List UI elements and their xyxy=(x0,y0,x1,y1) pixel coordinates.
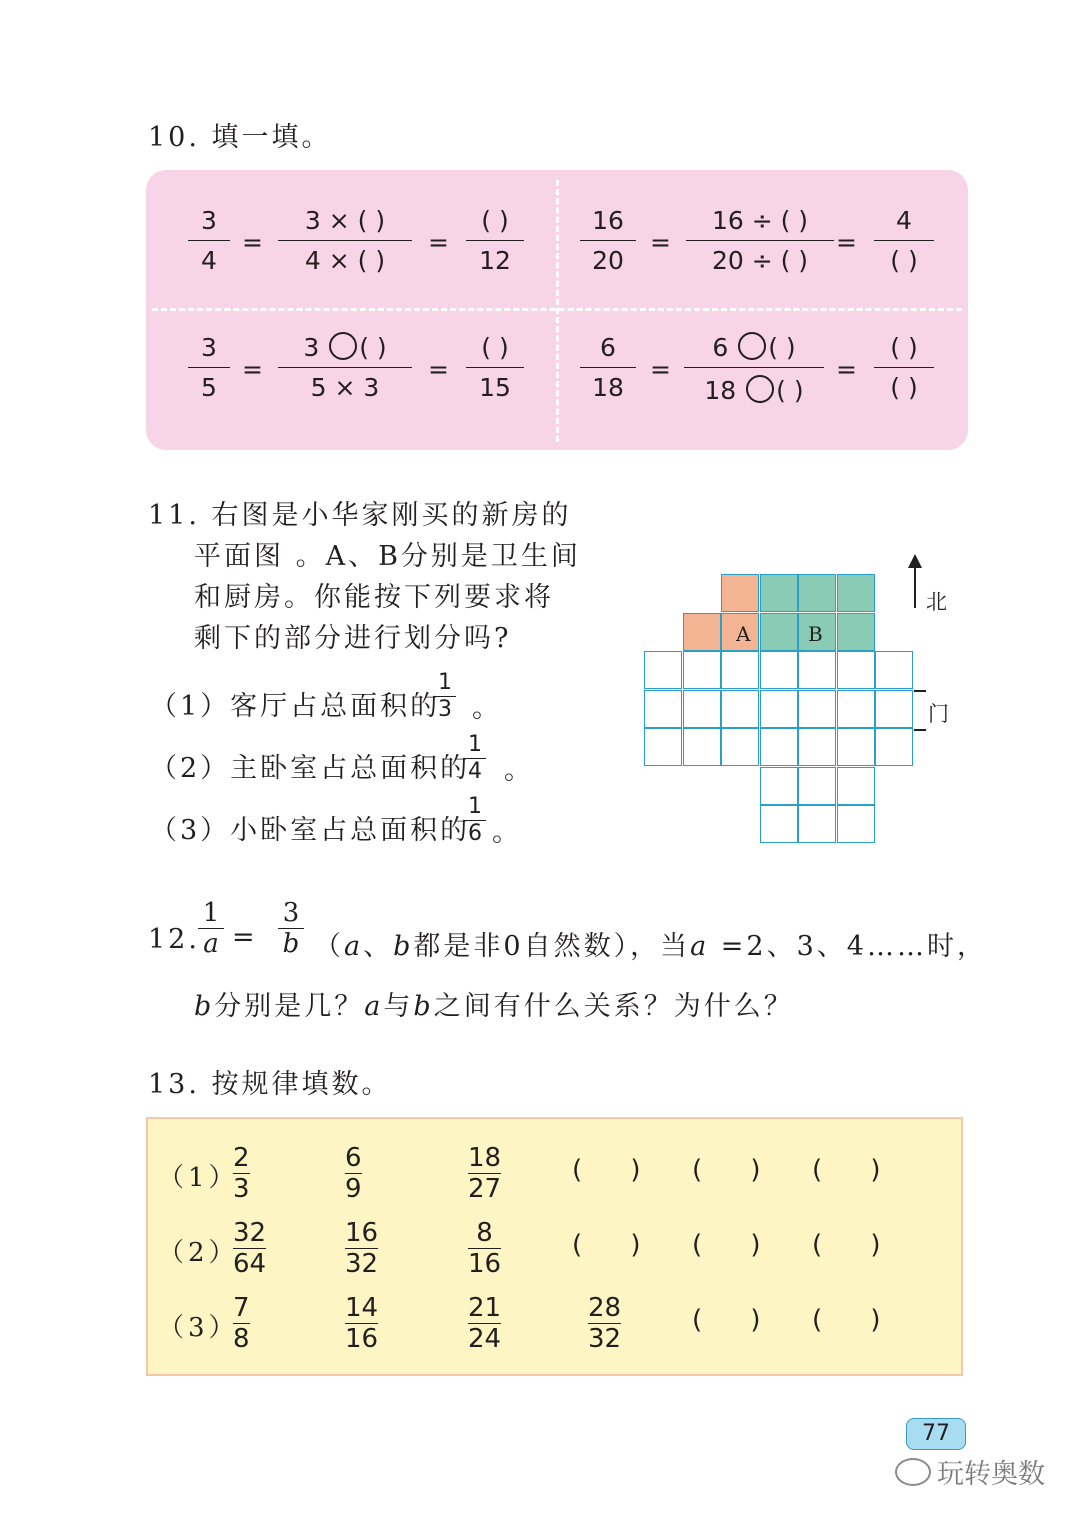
divider-horizontal xyxy=(152,308,962,311)
q11-line-1: 11. 右图是小华家刚买的新房的 xyxy=(148,500,572,531)
operator-circle[interactable] xyxy=(746,375,774,403)
floor-plan-grid xyxy=(640,572,920,852)
fill-in-box xyxy=(146,170,968,450)
wechat-icon xyxy=(895,1458,931,1486)
fraction: 1 3 xyxy=(434,672,456,721)
door-marker xyxy=(914,729,926,731)
kitchen-cell xyxy=(837,613,875,651)
grid-cell xyxy=(837,767,875,805)
grid-cell xyxy=(644,651,682,689)
answer-blank[interactable]: ( ) xyxy=(692,1305,781,1335)
q12-line-1: 12. 1 a = 3 b （a、b都是非0自然数），当a =2、3、4……时， xyxy=(148,898,987,962)
grid-cell xyxy=(837,651,875,689)
grid-cell xyxy=(875,690,913,728)
fraction: 3 5 xyxy=(188,335,230,400)
fraction: 16 20 xyxy=(580,208,636,273)
grid-cell xyxy=(644,690,682,728)
answer-blank[interactable]: ( ) xyxy=(692,1155,781,1185)
grid-cell xyxy=(837,728,875,766)
answer-blank[interactable]: ( ) xyxy=(812,1155,901,1185)
answer-blank[interactable]: ( ) xyxy=(812,1305,901,1335)
sequence-fraction: 32 64 xyxy=(233,1218,267,1279)
sequence-fraction: 21 24 xyxy=(468,1293,502,1354)
north-arrowhead-icon xyxy=(908,554,922,568)
grid-cell xyxy=(683,651,721,689)
kitchen-cell xyxy=(837,574,875,612)
room-b-label: B xyxy=(808,622,823,646)
watermark: 玩转奥数 xyxy=(895,1452,1045,1491)
grid-cell xyxy=(683,728,721,766)
grid-cell xyxy=(798,651,836,689)
row-label: （3） xyxy=(158,1313,239,1343)
grid-cell xyxy=(875,651,913,689)
answer-blank[interactable]: ( ) xyxy=(572,1230,661,1260)
kitchen-cell xyxy=(798,574,836,612)
bathroom-cell xyxy=(683,613,721,651)
equals-sign: = xyxy=(242,355,263,384)
grid-cell xyxy=(760,767,798,805)
north-label: 北 xyxy=(926,590,950,614)
fraction[interactable]: 3 × ( ) 4 × ( ) xyxy=(278,208,412,273)
grid-cell xyxy=(721,651,759,689)
sequence-fraction: 7 8 xyxy=(233,1293,250,1354)
fraction: 6 18 xyxy=(580,335,636,400)
fraction[interactable]: ( ) ( ) xyxy=(874,335,934,400)
grid-cell xyxy=(760,805,798,843)
q11-line-2: 平面图 。A、B分别是卫生间 xyxy=(194,541,581,572)
fraction: 3 4 xyxy=(188,208,230,273)
door-label: 门 xyxy=(928,702,952,726)
sequence-fraction: 16 32 xyxy=(345,1218,379,1279)
answer-blank[interactable]: ( ) xyxy=(572,1155,661,1185)
sequence-fraction: 14 16 xyxy=(345,1293,379,1354)
door-marker xyxy=(914,690,926,692)
bathroom-cell xyxy=(721,574,759,612)
room-a-label: A xyxy=(736,622,751,646)
q10-title: 10. 填一填。 xyxy=(148,122,332,153)
fraction[interactable]: 16 ÷ ( ) 20 ÷ ( ) xyxy=(686,208,834,273)
grid-cell xyxy=(875,728,913,766)
equals-sign: = xyxy=(242,228,263,257)
sequence-fraction: 6 9 xyxy=(345,1143,362,1204)
fraction: 3 b xyxy=(278,900,304,957)
row-label: （2） xyxy=(158,1238,239,1268)
grid-cell xyxy=(798,690,836,728)
fraction[interactable]: 3 ( ) 5 × 3 xyxy=(278,332,412,400)
grid-cell xyxy=(721,690,759,728)
fraction[interactable]: ( ) 12 xyxy=(466,208,524,273)
fraction: 1 6 xyxy=(464,796,486,845)
sequence-fraction: 28 32 xyxy=(588,1293,622,1354)
equals-sign: = xyxy=(650,228,671,257)
kitchen-cell xyxy=(760,613,798,651)
operator-circle[interactable] xyxy=(738,332,766,360)
q13-title: 13. 按规律填数。 xyxy=(148,1069,392,1100)
grid-cell xyxy=(760,690,798,728)
q11-line-4: 剩下的部分进行划分吗? xyxy=(194,623,512,654)
grid-cell xyxy=(837,805,875,843)
page-number: 77 xyxy=(906,1418,966,1450)
fraction[interactable]: ( ) 15 xyxy=(466,335,524,400)
fraction: 1 4 xyxy=(464,734,486,783)
grid-cell xyxy=(644,728,682,766)
equals-sign: = xyxy=(650,355,671,384)
sequence-fraction: 18 27 xyxy=(468,1143,502,1204)
divider-vertical xyxy=(556,180,559,442)
kitchen-cell xyxy=(760,574,798,612)
grid-cell xyxy=(760,651,798,689)
grid-cell xyxy=(721,728,759,766)
grid-cell xyxy=(837,690,875,728)
row-label: （1） xyxy=(158,1163,239,1193)
fraction[interactable]: 6 ( ) 18 ( ) xyxy=(684,332,824,403)
q11-line-3: 和厨房。你能按下列要求将 xyxy=(194,582,554,613)
fraction[interactable]: 4 ( ) xyxy=(874,208,934,273)
equals-sign: = xyxy=(428,228,449,257)
sequence-fraction: 8 16 xyxy=(468,1218,502,1279)
equals-sign: = xyxy=(428,355,449,384)
grid-cell xyxy=(683,690,721,728)
grid-cell xyxy=(798,767,836,805)
sequence-fraction: 2 3 xyxy=(233,1143,250,1204)
grid-cell xyxy=(798,805,836,843)
grid-cell xyxy=(798,728,836,766)
answer-blank[interactable]: ( ) xyxy=(692,1230,781,1260)
q12-line-2: b分别是几？a与b之间有什么关系？为什么？ xyxy=(194,991,794,1022)
fraction: 1 a xyxy=(198,900,224,957)
equals-sign: = xyxy=(836,228,857,257)
operator-circle[interactable] xyxy=(329,332,357,360)
equals-sign: = xyxy=(836,355,857,384)
answer-blank[interactable]: ( ) xyxy=(812,1230,901,1260)
grid-cell xyxy=(760,728,798,766)
